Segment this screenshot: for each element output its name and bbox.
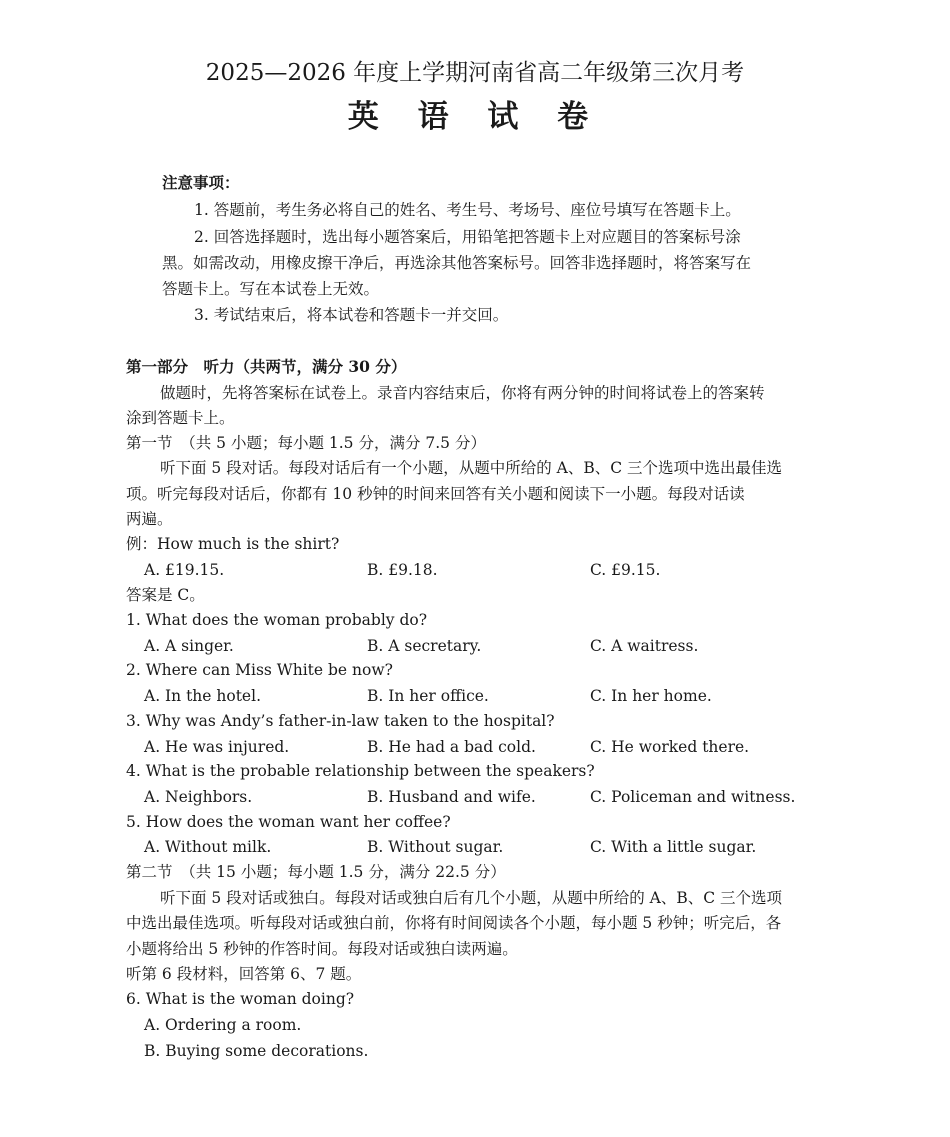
question-4-option-b: B. Husband and wife. bbox=[367, 788, 536, 806]
part1-intro: 做题时，先将答案标在试卷上。录音内容结束后，你将有两分钟的时间将试卷上的答案转 bbox=[160, 384, 765, 402]
question-4: 4. What is the probable relationship between the speakers? bbox=[126, 762, 595, 780]
question-5-option-c: C. With a little sugar. bbox=[590, 838, 757, 856]
question-5-option-b: B. Without sugar. bbox=[367, 838, 504, 856]
example-question: 例：How much is the shirt? bbox=[126, 535, 340, 553]
material-note: 听第 6 段材料，回答第 6、7 题。 bbox=[126, 965, 362, 983]
notice-item: 2. 回答选择题时，选出每小题答案后，用铅笔把答题卡上对应题目的答案标号涂 bbox=[194, 228, 741, 246]
notice-item: 黑。如需改动，用橡皮擦干净后，再选涂其他答案标号。回答非选择题时，将答案写在 bbox=[162, 254, 752, 272]
question-2-option-b: B. In her office. bbox=[367, 687, 489, 705]
section2-heading: 第二节 （共 15 小题；每小题 1.5 分，满分 22.5 分） bbox=[126, 863, 506, 881]
example-answer: 答案是 C。 bbox=[126, 586, 205, 604]
part1-heading: 第一部分 听力（共两节，满分 30 分） bbox=[126, 357, 407, 376]
section2-instructions: 小题将给出 5 秒钟的作答时间。每段对话或独白读两遍。 bbox=[126, 940, 518, 958]
notice-item: 答题卡上。写在本试卷上无效。 bbox=[162, 280, 380, 298]
question-3-option-b: B. He had a bad cold. bbox=[367, 738, 536, 756]
section1-instructions: 两遍。 bbox=[126, 510, 173, 528]
question-4-option-c: C. Policeman and witness. bbox=[590, 788, 796, 806]
section1-instructions: 听下面 5 段对话。每段对话后有一个小题，从题中所给的 A、B、C 三个选项中选出最佳选 bbox=[160, 459, 783, 477]
section2-instructions: 中选出最佳选项。听每段对话或独白前，你将有时间阅读各个小题，每小题 5 秒钟；听完后，各 bbox=[126, 914, 782, 932]
exam-title: 2025—2026 年度上学期河南省高二年级第三次月考 bbox=[205, 60, 745, 86]
section1-heading: 第一节 （共 5 小题；每小题 1.5 分，满分 7.5 分） bbox=[126, 434, 486, 452]
section1-instructions: 项。听完每段对话后，你都有 10 秒钟的时间来回答有关小题和阅读下一小题。每段对话读 bbox=[126, 485, 745, 503]
notice-item: 3. 考试结束后，将本试卷和答题卡一并交回。 bbox=[194, 306, 509, 324]
question-3-option-a: A. He was injured. bbox=[144, 738, 290, 756]
question-2-option-a: A. In the hotel. bbox=[144, 687, 261, 705]
question-1-option-b: B. A secretary. bbox=[367, 637, 482, 655]
question-1-option-a: A. A singer. bbox=[144, 637, 234, 655]
part1-intro: 涂到答题卡上。 bbox=[126, 409, 235, 427]
question-6-option-a: A. Ordering a room. bbox=[144, 1016, 302, 1034]
notice-heading: 注意事项： bbox=[162, 173, 240, 192]
example-option-a: A. £19.15. bbox=[144, 561, 225, 579]
question-2-option-c: C. In her home. bbox=[590, 687, 712, 705]
notice-item: 1. 答题前，考生务必将自己的姓名、考生号、考场号、座位号填写在答题卡上。 bbox=[194, 201, 741, 219]
question-2: 2. Where can Miss White be now? bbox=[126, 661, 393, 679]
example-option-c: C. £9.15. bbox=[590, 561, 661, 579]
question-5: 5. How does the woman want her coffee? bbox=[126, 813, 451, 831]
question-6-option-b: B. Buying some decorations. bbox=[144, 1042, 369, 1060]
question-1: 1. What does the woman probably do? bbox=[126, 611, 428, 629]
question-1-option-c: C. A waitress. bbox=[590, 637, 699, 655]
subject-title: 英 语 试 卷 bbox=[347, 99, 603, 135]
question-3: 3. Why was Andy’s father-in-law taken to the hospital? bbox=[126, 712, 555, 730]
question-3-option-c: C. He worked there. bbox=[590, 738, 750, 756]
question-4-option-a: A. Neighbors. bbox=[144, 788, 253, 806]
question-6: 6. What is the woman doing? bbox=[126, 990, 355, 1008]
question-5-option-a: A. Without milk. bbox=[144, 838, 272, 856]
example-option-b: B. £9.18. bbox=[367, 561, 438, 579]
section2-instructions: 听下面 5 段对话或独白。每段对话或独白后有几个小题，从题中所给的 A、B、C 三个选项 bbox=[160, 889, 783, 907]
